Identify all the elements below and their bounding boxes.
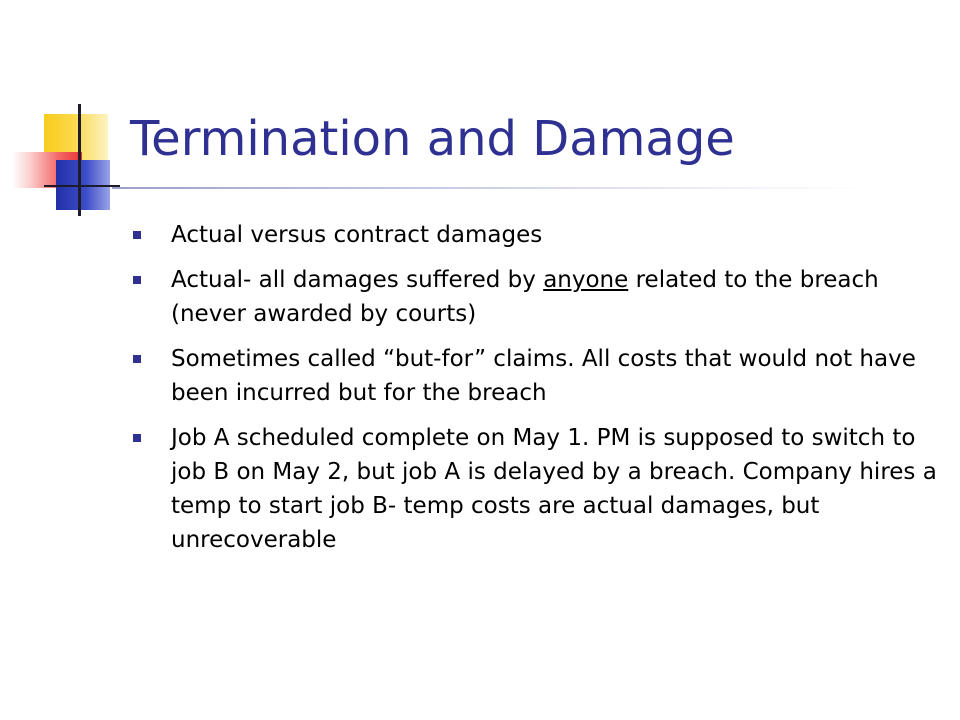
square-bullet-icon — [133, 231, 141, 239]
bullet-text-start: Actual- all damages suffered by — [171, 267, 544, 293]
underlined-word: anyone — [543, 267, 629, 293]
square-bullet-icon — [133, 355, 141, 363]
bullet-text: Job A scheduled complete on May 1. PM is supposed to switch to job B on May 2, but job A is delayed by a breach. Company hires a temp to start job B- temp costs are actual damages, but unrecoverable — [171, 425, 937, 553]
bullet-text-end: related to the breach (never awarded by courts) — [171, 267, 879, 327]
bullet-item — [0, 263, 960, 331]
bullet-item — [0, 421, 960, 557]
bullet-text: Sometimes called “but-for” claims. All costs that would not have been incurred but for the breach — [171, 346, 916, 406]
decoration-vertical-line — [78, 104, 81, 216]
square-bullet-icon — [133, 434, 141, 442]
bullet-list — [0, 218, 960, 568]
bullet-item — [0, 218, 960, 252]
slide-title: Termination and Damage — [130, 111, 735, 167]
title-underline-rule — [112, 187, 872, 189]
decoration-horizontal-line — [44, 185, 120, 187]
bullet-item — [0, 342, 960, 410]
bullet-text — [171, 267, 879, 327]
bullet-text: Actual versus contract damages — [171, 222, 543, 248]
square-bullet-icon — [133, 276, 141, 284]
